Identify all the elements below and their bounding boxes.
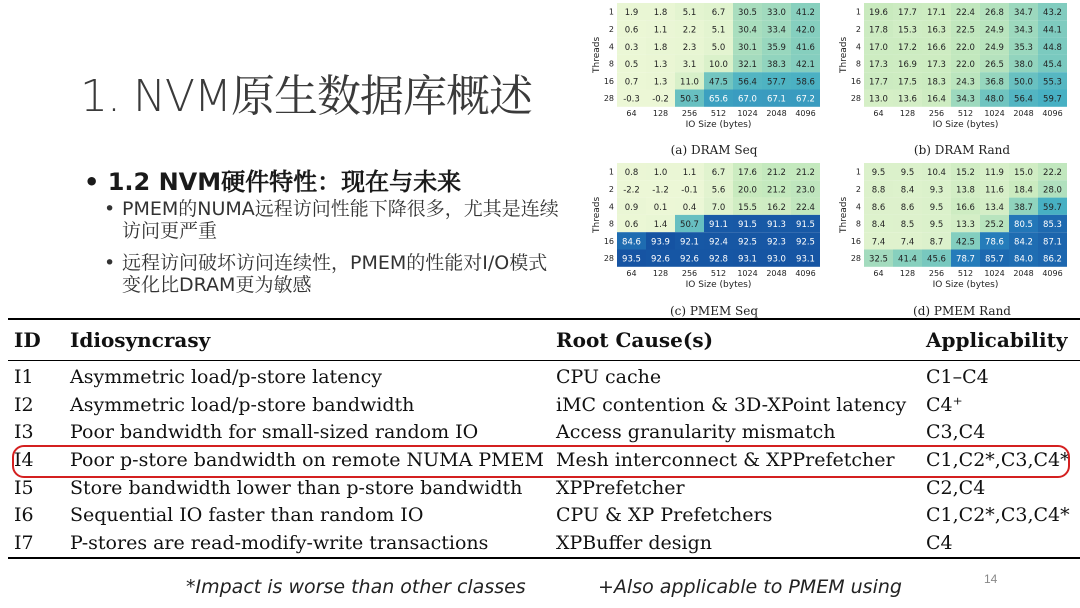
section-heading	[84, 162, 461, 197]
heatmap-cell-label: 38.7	[1014, 202, 1033, 213]
x-tick-label: 64	[626, 268, 637, 278]
heatmap-cell-label: 11.6	[985, 185, 1004, 196]
heatmap-cell-label: 3.1	[682, 60, 697, 71]
heatmap-cell-label: 5.1	[682, 8, 697, 19]
heatmap-cell-label: 5.0	[711, 42, 726, 53]
footnote-applicable: +Also applicable to PMEM using	[598, 576, 902, 598]
heatmap-dram-rand	[835, 0, 1080, 140]
y-tick-label: 16	[850, 76, 861, 86]
y-axis-label: Threads	[592, 36, 602, 73]
heatmap-cell-label: 0.6	[624, 25, 639, 36]
heatmap-caption: (c) PMEM Seq	[669, 304, 759, 318]
heatmap-cell-label: 59.7	[1043, 202, 1062, 213]
heatmap-cell-label: 0.8	[624, 168, 639, 179]
section-heading-text: 1.2 NVM硬件特性：现在与未来	[107, 168, 462, 196]
heatmap-cell-label: 57.7	[767, 77, 786, 88]
heatmap-cell-label: 84.2	[1014, 237, 1033, 248]
heatmap-cell-label: 45.4	[1043, 60, 1062, 71]
heatmap-cell-label: 16.4	[927, 94, 946, 105]
heatmap-cell-label: 10.4	[927, 168, 946, 179]
cell-applicability: C1,C2*,C3,C4*	[926, 504, 1070, 527]
heatmap-cell-label: 0.9	[624, 202, 639, 213]
heatmap-cell-label: 0.5	[624, 60, 639, 71]
cell-idiosyncrasy: Poor bandwidth for small-sized random IO	[70, 421, 479, 444]
heatmap-cell-label: -2.2	[623, 185, 640, 196]
y-tick-label: 8	[608, 219, 614, 229]
heatmap-cell-label: 1.3	[653, 60, 668, 71]
header-idiosyncrasy: Idiosyncrasy	[70, 328, 211, 352]
x-tick-label: 64	[873, 108, 884, 118]
cell-applicability: C4⁺	[926, 393, 963, 416]
cell-root-cause: CPU cache	[556, 365, 662, 388]
heatmap-cell-label: 78.7	[956, 254, 975, 265]
heatmap-cell-label: 32.5	[869, 254, 888, 265]
heatmap-cell-label: 18.4	[1014, 185, 1033, 196]
bullet-dot: •	[84, 168, 108, 196]
y-tick-label: 4	[855, 42, 861, 52]
heatmap-cell-label: 8.4	[871, 220, 886, 231]
x-tick-label: 64	[626, 108, 637, 118]
heatmap-cell-label: 32.1	[738, 60, 757, 71]
cell-id: I5	[14, 476, 34, 499]
table-row	[8, 391, 1080, 419]
heatmap-caption: (b) DRAM Rand	[913, 143, 1011, 157]
x-tick-label: 2048	[766, 108, 787, 118]
cell-applicability: C1–C4	[926, 365, 989, 388]
y-tick-label: 1	[608, 167, 614, 177]
heatmap-cell-label: 15.2	[956, 168, 975, 179]
cell-root-cause: Mesh interconnect & XPPrefetcher	[556, 448, 895, 471]
heatmap-cell-label: 78.6	[985, 237, 1004, 248]
heatmap-cell-label: 93.1	[796, 254, 815, 265]
x-tick-label: 64	[873, 268, 884, 278]
y-tick-label: 1	[855, 7, 861, 17]
heatmap-cell-label: 50.0	[1014, 77, 1033, 88]
heatmap-cell-label: 6.7	[711, 8, 726, 19]
heatmap-cell-label: 56.4	[1014, 94, 1033, 105]
bullet-point-1-text: PMEM的NUMA远程访问性能下降很多，尤其是连续访问更严重	[122, 198, 559, 242]
bullet-point-1	[104, 198, 562, 242]
heatmap-cell-label: 91.3	[767, 220, 786, 231]
heatmap-cell-label: 28.0	[1043, 185, 1062, 196]
y-tick-label: 4	[608, 202, 614, 212]
heatmap-cell-label: 34.3	[1014, 25, 1033, 36]
cell-applicability: C1,C2*,C3,C4*	[926, 448, 1070, 471]
heatmap-cell-label: 24.9	[985, 42, 1004, 53]
heatmap-cell-label: 42.1	[796, 60, 815, 71]
heatmap-cell-label: 13.3	[956, 220, 975, 231]
cell-root-cause: Access granularity mismatch	[556, 421, 836, 444]
heatmap-cell-label: 91.1	[709, 220, 728, 231]
heatmap-cell-label: 21.2	[767, 185, 786, 196]
heatmap-cell-label: 92.8	[709, 254, 728, 265]
x-tick-label: 4096	[795, 268, 816, 278]
y-tick-label: 4	[855, 202, 861, 212]
cell-id: I3	[14, 421, 34, 444]
heatmap-cell-label: 50.7	[680, 220, 699, 231]
heatmap-cell-label: 91.5	[738, 220, 757, 231]
x-tick-label: 1024	[984, 108, 1005, 118]
heatmap-cell-label: 93.5	[622, 254, 641, 265]
heatmap-cell-label: 16.6	[956, 202, 975, 213]
y-tick-label: 28	[603, 254, 614, 264]
heatmap-cell-label: 7.4	[900, 237, 915, 248]
heatmap-cell-label: 8.4	[900, 185, 915, 196]
cell-applicability: C3,C4	[926, 421, 986, 444]
x-tick-label: 4096	[1042, 108, 1063, 118]
heatmap-cell-label: 65.6	[709, 94, 728, 105]
heatmap-cell-label: 1.4	[653, 220, 668, 231]
y-tick-label: 2	[608, 24, 614, 34]
slide-title: 1. NVM原生数据库概述	[80, 71, 532, 122]
x-axis-label: IO Size (bytes)	[685, 279, 752, 290]
heatmap-cell-label: 25.2	[985, 220, 1004, 231]
cell-applicability: C4	[926, 531, 953, 554]
heatmap-cell-label: 48.0	[985, 94, 1004, 105]
heatmap-cell-label: 9.5	[929, 220, 944, 231]
heatmap-cell-label: -0.1	[681, 185, 698, 196]
y-tick-label: 4	[608, 42, 614, 52]
heatmap-cell-label: 23.0	[796, 185, 815, 196]
highlight-box	[12, 445, 1070, 478]
heatmap-cell-label: 80.5	[1014, 220, 1033, 231]
heatmap-cell-label: 92.4	[709, 237, 728, 248]
table-header-row	[8, 319, 1080, 361]
heatmap-cell-label: 15.3	[898, 25, 917, 36]
heatmap-cell-label: 1.8	[653, 42, 668, 53]
heatmap-cell-label: 5.1	[711, 25, 726, 36]
cell-idiosyncrasy: Store bandwidth lower than p-store bandwidth	[70, 476, 523, 499]
x-tick-label: 256	[928, 108, 945, 118]
heatmap-cell-label: -0.2	[652, 94, 669, 105]
heatmap-cell-label: 16.2	[767, 202, 786, 213]
heatmap-cell-label: 43.2	[1043, 8, 1062, 19]
heatmap-cell-label: 6.7	[711, 168, 726, 179]
heatmap-cell-label: 17.3	[869, 60, 888, 71]
heatmap-cell-label: 44.8	[1043, 42, 1062, 53]
heatmap-cell-label: 22.5	[956, 25, 975, 36]
heatmap-cell-label: 21.2	[767, 168, 786, 179]
y-tick-label: 8	[608, 59, 614, 69]
y-tick-label: 28	[850, 94, 861, 104]
table-row	[8, 529, 1080, 558]
bullet-dot: •	[104, 252, 116, 274]
heatmap-cell-label: 38.3	[767, 60, 786, 71]
heatmap-cell-label: 9.5	[900, 168, 915, 179]
x-tick-label: 4096	[795, 108, 816, 118]
heatmap-cell-label: 17.3	[927, 60, 946, 71]
heatmap-cell-label: 8.8	[871, 185, 886, 196]
x-tick-label: 1024	[984, 268, 1005, 278]
heatmap-cell-label: 15.0	[1014, 168, 1033, 179]
heatmap-cell-label: 22.0	[956, 60, 975, 71]
heatmap-cell-label: 21.2	[796, 168, 815, 179]
heatmap-cell-label: 55.3	[1043, 77, 1062, 88]
y-axis-label: Threads	[839, 196, 849, 233]
x-tick-label: 512	[710, 108, 727, 118]
heatmap-cell-label: 36.8	[985, 77, 1004, 88]
x-tick-label: 1024	[737, 268, 758, 278]
heatmap-cell-label: 13.0	[869, 94, 888, 105]
heatmap-cell-label: 50.3	[680, 94, 699, 105]
heatmap-cell-label: 67.2	[796, 94, 815, 105]
heatmap-pmem-rand	[835, 160, 1080, 300]
cell-idiosyncrasy: Asymmetric load/p-store latency	[70, 365, 383, 388]
heatmap-cell-label: 5.6	[711, 185, 726, 196]
x-tick-label: 128	[899, 108, 916, 118]
heatmap-cell-label: 30.1	[738, 42, 757, 53]
heatmap-cell-label: 67.0	[738, 94, 757, 105]
heatmap-cell-label: 17.6	[738, 168, 757, 179]
heatmap-cell-label: 92.6	[651, 254, 670, 265]
heatmap-cell-label: 35.9	[767, 42, 786, 53]
heatmap-cell-label: 0.3	[624, 42, 639, 53]
cell-applicability: C2,C4	[926, 476, 986, 499]
heatmap-cell-label: 8.6	[871, 202, 886, 213]
heatmap-cell-label: 92.5	[796, 237, 815, 248]
heatmap-cell-label: 1.3	[653, 77, 668, 88]
heatmap-dram-seq	[588, 0, 833, 140]
y-tick-label: 2	[855, 24, 861, 34]
heatmap-cell-label: 2.3	[682, 42, 697, 53]
cell-id: I6	[14, 504, 34, 527]
heatmap-cell-label: 30.4	[738, 25, 757, 36]
heatmap-cell-label: 9.5	[929, 202, 944, 213]
footnote-impact: *Impact is worse than other classes	[186, 576, 526, 598]
heatmap-caption: (d) PMEM Rand	[913, 304, 1011, 318]
cell-idiosyncrasy: Asymmetric load/p-store bandwidth	[70, 393, 415, 416]
y-tick-label: 8	[855, 59, 861, 69]
cell-idiosyncrasy: Sequential IO faster than random IO	[70, 504, 424, 527]
y-tick-label: 16	[603, 236, 614, 246]
heatmap-cell-label: 1.1	[653, 25, 668, 36]
cell-root-cause: XPPrefetcher	[556, 476, 685, 499]
heatmap-cell-label: 41.2	[796, 8, 815, 19]
x-tick-label: 256	[928, 268, 945, 278]
heatmap-cell-label: 8.5	[900, 220, 915, 231]
y-tick-label: 8	[855, 219, 861, 229]
table-row	[8, 418, 1080, 446]
heatmap-cell-label: 22.4	[956, 8, 975, 19]
heatmap-cell-label: 17.8	[869, 25, 888, 36]
y-tick-label: 16	[850, 236, 861, 246]
heatmap-cell-label: -0.3	[623, 94, 640, 105]
heatmap-cell-label: 16.6	[927, 42, 946, 53]
heatmap-cell-label: 13.8	[956, 185, 975, 196]
heatmap-cell-label: 16.9	[898, 60, 917, 71]
x-axis-label: IO Size (bytes)	[932, 119, 999, 130]
table-row	[8, 501, 1080, 529]
heatmap-cell-label: 85.3	[1043, 220, 1062, 231]
heatmap-cell-label: 84.0	[1014, 254, 1033, 265]
header-id: ID	[14, 328, 41, 352]
heatmap-cell-label: 17.1	[927, 8, 946, 19]
y-tick-label: 1	[855, 167, 861, 177]
heatmap-cell-label: 17.5	[898, 77, 917, 88]
x-axis-label: IO Size (bytes)	[685, 119, 752, 130]
heatmap-cell-label: 9.5	[871, 168, 886, 179]
heatmap-cell-label: 1.0	[653, 168, 668, 179]
bullet-point-2	[104, 252, 562, 296]
heatmap-cell-label: 84.6	[622, 237, 641, 248]
heatmap-cell-label: 18.3	[927, 77, 946, 88]
heatmap-cell-label: 87.1	[1043, 237, 1062, 248]
cell-root-cause: XPBuffer design	[556, 531, 713, 554]
cell-root-cause: iMC contention & 3D-XPoint latency	[556, 393, 907, 416]
heatmap-cell-label: 92.3	[767, 237, 786, 248]
heatmap-cell-label: 34.7	[1014, 8, 1033, 19]
header-root-cause: Root Cause(s)	[556, 328, 714, 352]
x-tick-label: 256	[681, 108, 698, 118]
heatmap-cell-label: 35.3	[1014, 42, 1033, 53]
y-axis-label: Threads	[592, 196, 602, 233]
heatmap-cell-label: 42.5	[956, 237, 975, 248]
heatmap-cell-label: 41.6	[796, 42, 815, 53]
heatmap-cell-label: 93.0	[767, 254, 786, 265]
heatmap-cell-label: 59.7	[1043, 94, 1062, 105]
heatmap-cell-label: 0.6	[624, 220, 639, 231]
cell-idiosyncrasy: Poor p-store bandwidth on remote NUMA PMEM	[70, 448, 544, 471]
heatmap-cell-label: 34.3	[956, 94, 975, 105]
x-tick-label: 2048	[766, 268, 787, 278]
heatmap-cell-label: 44.1	[1043, 25, 1062, 36]
heatmap-cell-label: 45.6	[927, 254, 946, 265]
heatmap-cell-label: 30.5	[738, 8, 757, 19]
y-tick-label: 28	[603, 94, 614, 104]
bullet-dot: •	[104, 198, 116, 220]
heatmap-cell-label: 0.7	[624, 77, 639, 88]
y-axis-label: Threads	[839, 36, 849, 73]
heatmap-cell-label: 10.0	[709, 60, 728, 71]
heatmap-cell-label: 7.4	[871, 237, 886, 248]
x-tick-label: 1024	[737, 108, 758, 118]
heatmap-caption: (a) DRAM Seq	[670, 143, 758, 157]
header-applicability: Applicability	[926, 328, 1068, 352]
cell-id: I4	[14, 448, 34, 471]
heatmap-cell-label: 22.2	[1043, 168, 1062, 179]
heatmap-cell-label: 93.9	[651, 237, 670, 248]
x-tick-label: 128	[652, 268, 669, 278]
heatmap-cell-label: 15.5	[738, 202, 757, 213]
cell-root-cause: CPU & XP Prefetchers	[556, 504, 773, 527]
heatmap-cell-label: 92.6	[680, 254, 699, 265]
heatmap-cell-label: 1.8	[653, 8, 668, 19]
heatmap-cell-label: 93.1	[738, 254, 757, 265]
heatmap-cell-label: 17.7	[898, 8, 917, 19]
y-tick-label: 16	[603, 76, 614, 86]
bullet-point-2-text: 远程访问破坏访问连续性，PMEM的性能对I/O模式变化比DRAM更为敏感	[122, 252, 548, 296]
heatmap-cell-label: 33.0	[767, 8, 786, 19]
heatmap-cell-label: 22.0	[956, 42, 975, 53]
page-number: 14	[984, 572, 998, 586]
heatmap-cell-label: 1.1	[682, 168, 697, 179]
heatmap-cell-label: 20.0	[738, 185, 757, 196]
heatmap-cell-label: 17.2	[898, 42, 917, 53]
y-tick-label: 2	[608, 184, 614, 194]
heatmap-cell-label: 0.4	[682, 202, 697, 213]
heatmap-cell-label: 92.5	[738, 237, 757, 248]
heatmap-cell-label: 8.7	[929, 237, 944, 248]
heatmap-cell-label: 67.1	[767, 94, 786, 105]
heatmap-cell-label: 13.6	[898, 94, 917, 105]
heatmap-cell-label: 13.4	[985, 202, 1004, 213]
heatmap-cell-label: 33.4	[767, 25, 786, 36]
heatmap-cell-label: 8.6	[900, 202, 915, 213]
heatmap-cell-label: -1.2	[652, 185, 669, 196]
heatmap-cell-label: 24.3	[956, 77, 975, 88]
heatmap-cell-label: 26.5	[985, 60, 1004, 71]
x-tick-label: 512	[710, 268, 727, 278]
heatmap-cell-label: 9.3	[929, 185, 944, 196]
x-tick-label: 2048	[1013, 268, 1034, 278]
heatmap-cell-label: 16.3	[927, 25, 946, 36]
heatmap-cell-label: 56.4	[738, 77, 757, 88]
heatmap-cell-label: 1.9	[624, 8, 639, 19]
heatmap-cell-label: 91.5	[796, 220, 815, 231]
heatmap-cell-label: 26.8	[985, 8, 1004, 19]
heatmap-cell-label: 11.0	[680, 77, 699, 88]
heatmap-cell-label: 11.9	[985, 168, 1004, 179]
heatmap-cell-label: 0.1	[653, 202, 668, 213]
x-axis-label: IO Size (bytes)	[932, 279, 999, 290]
x-tick-label: 4096	[1042, 268, 1063, 278]
x-tick-label: 2048	[1013, 108, 1034, 118]
cell-idiosyncrasy: P-stores are read-modify-write transactions	[70, 531, 489, 554]
idiosyncrasy-table	[8, 318, 1080, 559]
cell-id: I1	[14, 365, 34, 388]
heatmap-cell-label: 22.4	[796, 202, 815, 213]
x-tick-label: 512	[957, 108, 974, 118]
heatmap-cell-label: 58.6	[796, 77, 815, 88]
heatmap-cell-label: 86.2	[1043, 254, 1062, 265]
heatmap-cell-label: 2.2	[682, 25, 697, 36]
heatmap-cell-label: 41.4	[898, 254, 917, 265]
cell-id: I2	[14, 393, 34, 416]
table-row	[8, 361, 1080, 391]
y-tick-label: 1	[608, 7, 614, 17]
heatmap-cell-label: 7.0	[711, 202, 726, 213]
heatmap-cell-label: 42.0	[796, 25, 815, 36]
x-tick-label: 512	[957, 268, 974, 278]
heatmap-cell-label: 92.1	[680, 237, 699, 248]
heatmap-cell-label: 85.7	[985, 254, 1004, 265]
x-tick-label: 128	[899, 268, 916, 278]
heatmap-cell-label: 47.5	[709, 77, 728, 88]
y-tick-label: 2	[855, 184, 861, 194]
heatmap-cell-label: 19.6	[869, 8, 888, 19]
heatmap-cell-label: 24.9	[985, 25, 1004, 36]
cell-id: I7	[14, 531, 34, 554]
x-tick-label: 128	[652, 108, 669, 118]
heatmap-cell-label: 17.0	[869, 42, 888, 53]
heatmap-cell-label: 38.0	[1014, 60, 1033, 71]
x-tick-label: 256	[681, 268, 698, 278]
y-tick-label: 28	[850, 254, 861, 264]
heatmap-cell-label: 17.7	[869, 77, 888, 88]
heatmap-pmem-seq	[588, 160, 833, 300]
